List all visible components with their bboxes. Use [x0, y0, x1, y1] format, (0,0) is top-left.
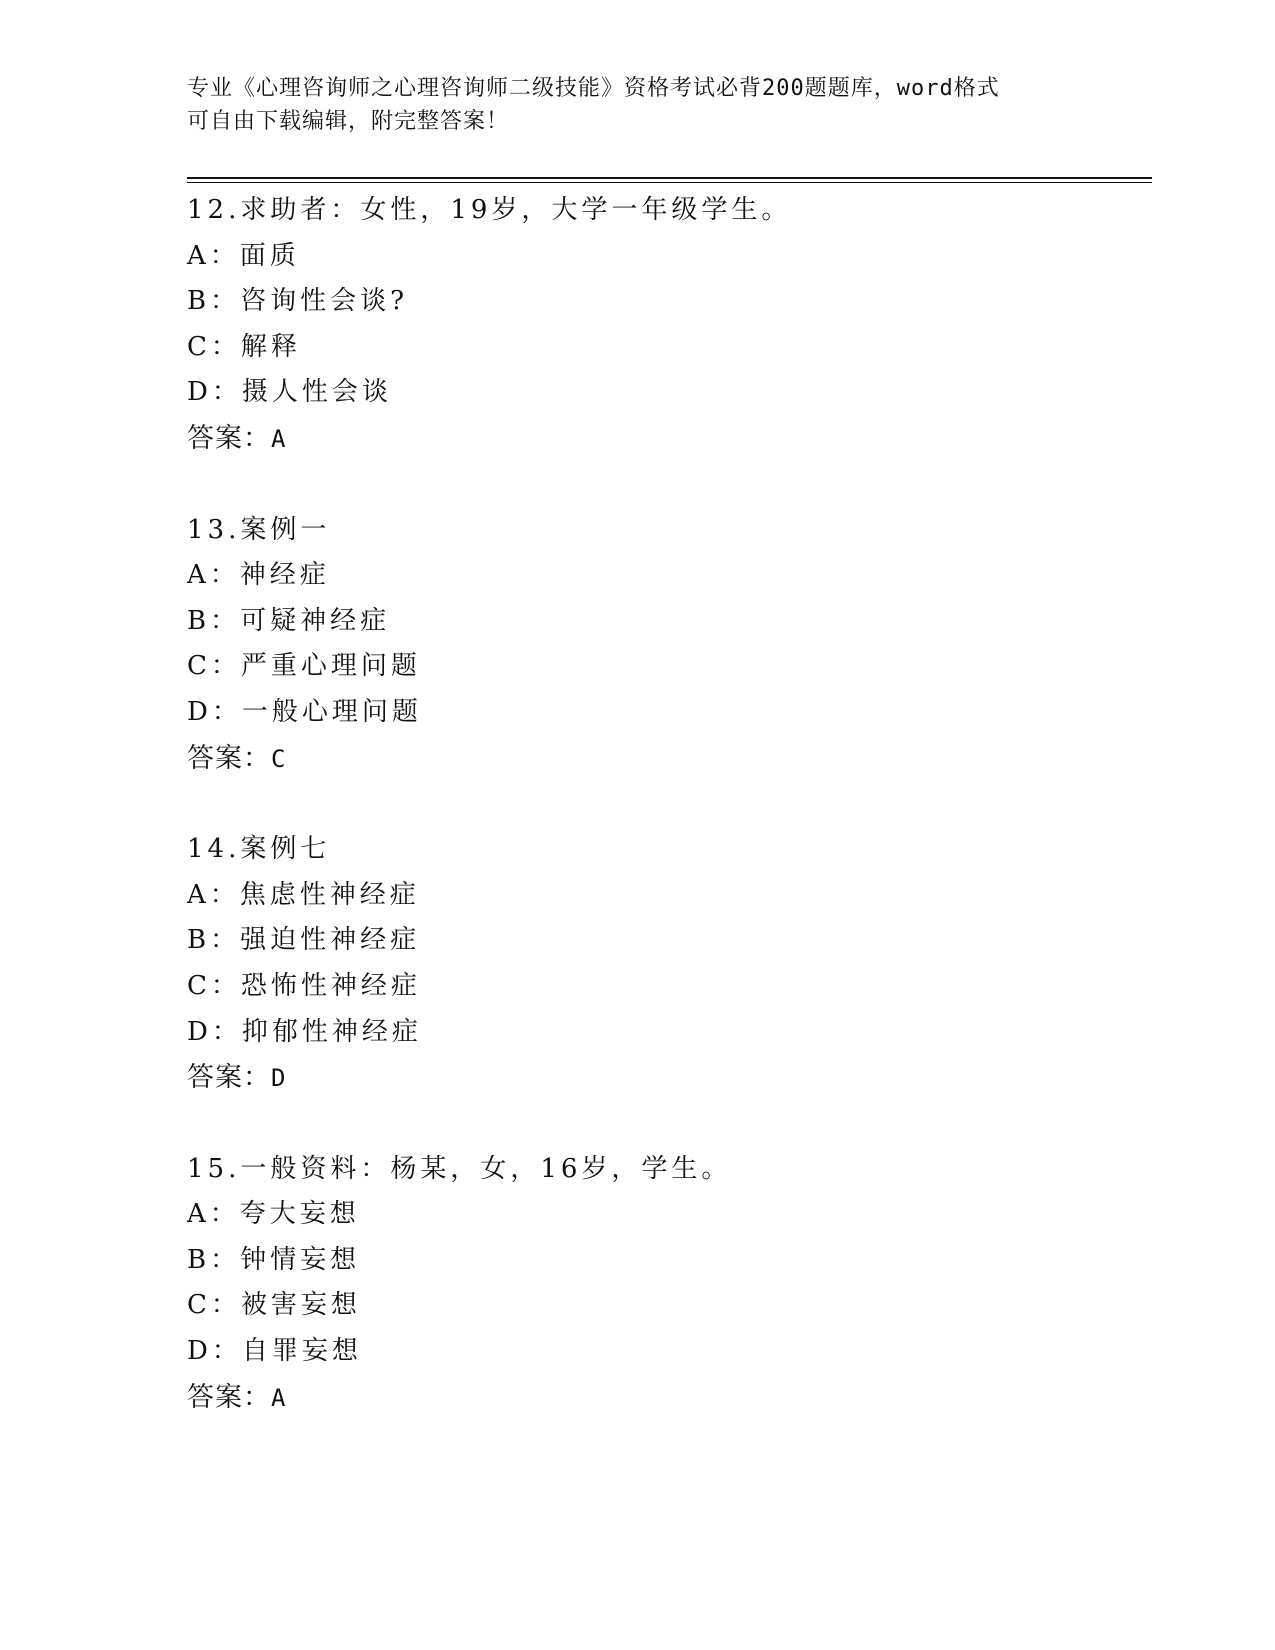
option-c: C：解释 — [187, 331, 301, 362]
document-header — [187, 72, 1087, 138]
answer-label: 答案： — [187, 742, 271, 774]
answer-label: 答案： — [187, 1062, 271, 1094]
option-c: C：恐怖性神经症 — [187, 970, 421, 1001]
option-a: A：焦虑性神经症 — [187, 879, 420, 910]
question-15 — [187, 1147, 1147, 1421]
question-14 — [187, 827, 1147, 1101]
question-stem: 12.求助者：女性，19岁，大学一年级学生。 — [187, 195, 792, 225]
option-b: B：咨询性会谈? — [187, 286, 409, 317]
answer-value: A — [271, 424, 287, 453]
option-d: D：抑郁性神经症 — [187, 1016, 422, 1047]
question-list — [187, 188, 1147, 1420]
answer-line — [187, 1055, 1147, 1101]
option-d: D：一般心理问题 — [187, 696, 422, 727]
answer-label: 答案： — [187, 422, 271, 454]
option-b: B：钟情妄想 — [187, 1244, 361, 1275]
header-divider-thick — [187, 177, 1152, 179]
option-d: D：摄人性会谈 — [187, 377, 392, 408]
answer-label: 答案： — [187, 1381, 271, 1413]
question-stem: 13.案例一 — [187, 514, 331, 545]
option-a: A：夸大妄想 — [187, 1199, 360, 1230]
option-d: D：自罪妄想 — [187, 1336, 362, 1367]
answer-value: C — [271, 744, 287, 773]
question-stem: 15.一般资料：杨某，女，16岁，学生。 — [187, 1153, 732, 1184]
option-b: B：可疑神经症 — [187, 605, 391, 636]
header-divider-thin — [187, 182, 1152, 183]
answer-line — [187, 1375, 1147, 1421]
option-c: C：严重心理问题 — [187, 651, 421, 682]
header-title-line-2: 可自由下载编辑，附完整答案！ — [187, 109, 510, 134]
answer-value: D — [271, 1064, 287, 1093]
option-b: B：强迫性神经症 — [187, 925, 421, 956]
option-a: A：面质 — [187, 240, 300, 271]
option-a: A：神经症 — [187, 560, 330, 591]
answer-line — [187, 416, 1147, 462]
option-c: C：被害妄想 — [187, 1290, 361, 1321]
answer-line — [187, 736, 1147, 782]
question-stem: 14.案例七 — [187, 834, 331, 865]
question-12 — [187, 188, 1147, 462]
answer-value: A — [271, 1383, 287, 1412]
question-13 — [187, 508, 1147, 782]
header-title-line-1: 专业《心理咨询师之心理咨询师二级技能》资格考试必背200题题库，word格式 — [187, 76, 1000, 101]
